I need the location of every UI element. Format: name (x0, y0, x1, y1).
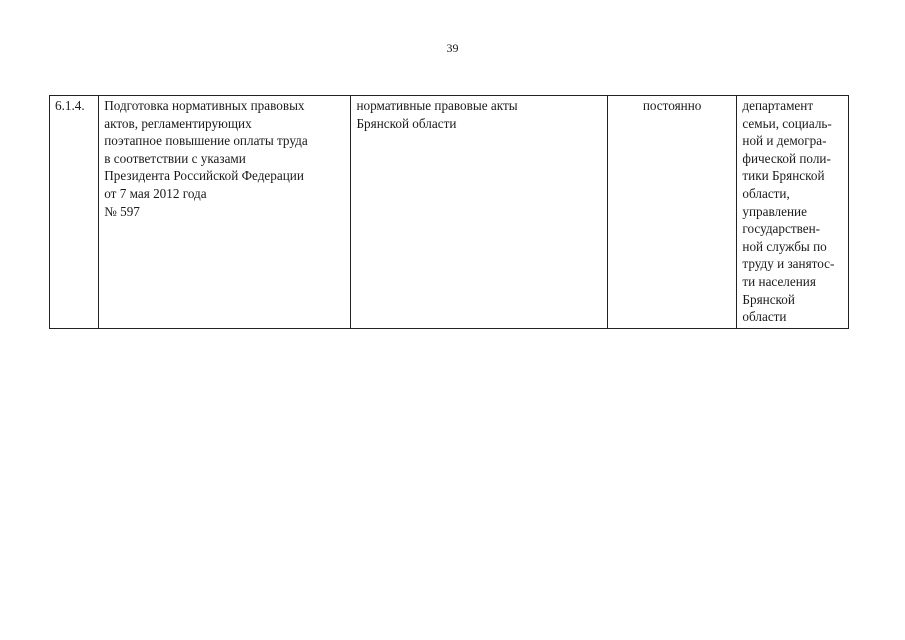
responsible-line: труду и занятос- (742, 256, 835, 272)
measure-title-line: от 7 мая 2012 года (104, 185, 207, 201)
responsible-line: тики Брянской (742, 168, 825, 184)
document-type-cell (351, 96, 607, 329)
document-type-line: Брянской области (356, 115, 457, 131)
measure-title-line: № 597 (104, 203, 140, 219)
responsible-line: семьи, социаль- (742, 115, 832, 131)
responsible-cell (737, 96, 849, 329)
responsible-line: управление (742, 203, 807, 219)
responsible-line: области, (742, 185, 790, 201)
item-number: 6.1.4. (55, 98, 85, 113)
item-number-cell (50, 96, 99, 329)
table-row (50, 96, 849, 329)
measure-title-line: Президента Российской Федерации (104, 168, 304, 184)
measures-table (49, 95, 849, 329)
measure-title-line: в соответствии с указами (104, 150, 246, 166)
term-text: постоянно (642, 98, 702, 113)
responsible-line: Брянской (742, 291, 795, 307)
term-cell (607, 96, 737, 329)
measure-title-cell (99, 96, 351, 329)
responsible-line: фической поли- (742, 150, 831, 166)
measure-title-line: Подготовка нормативных правовых (104, 98, 305, 113)
responsible-line: государствен- (742, 221, 821, 237)
responsible-line: области (742, 309, 787, 325)
measure-title-line: актов, регламентирующих (104, 115, 252, 131)
responsible-line: ти населения (742, 273, 816, 289)
page-number: 39 (446, 41, 459, 55)
responsible-line: ной службы по (742, 238, 827, 254)
document-type-line: нормативные правовые акты (356, 98, 518, 113)
measure-title-line: поэтапное повышение оплаты труда (104, 133, 308, 149)
responsible-line: ной и демогра- (742, 133, 827, 149)
responsible-line: департамент (742, 98, 814, 113)
